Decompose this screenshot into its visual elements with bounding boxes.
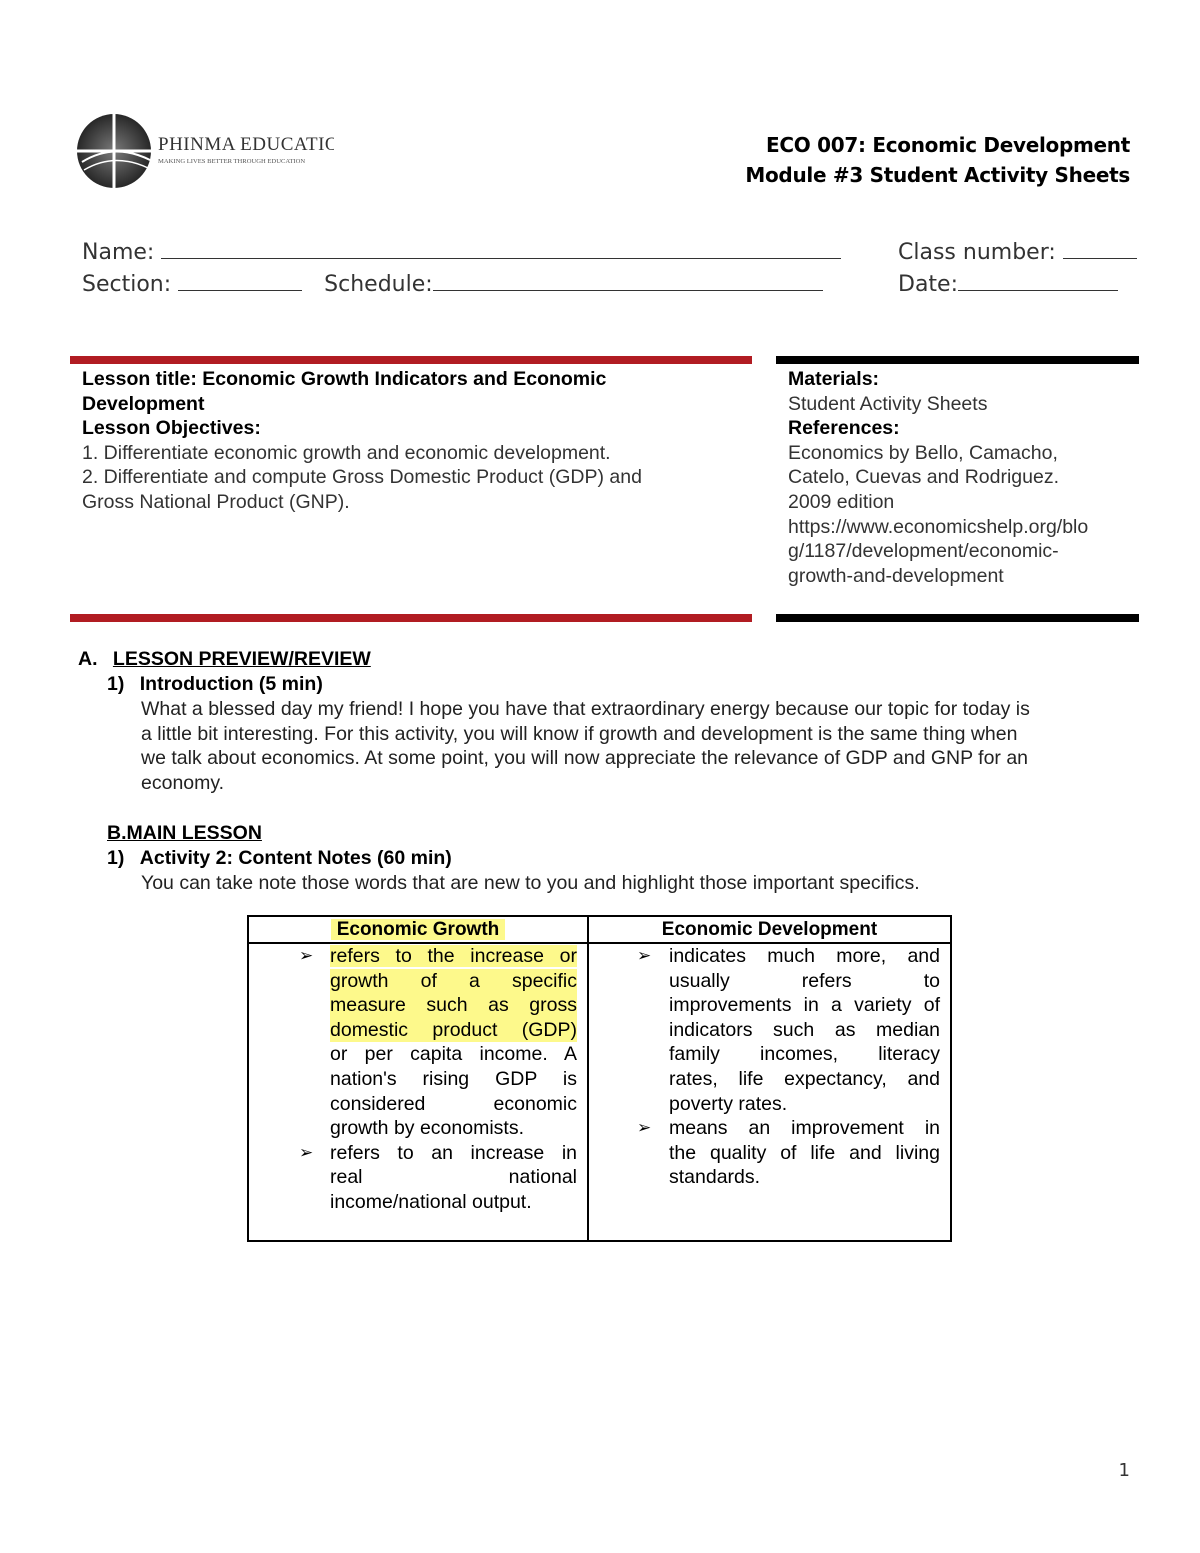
section-a-item-number: 1) xyxy=(107,673,125,695)
text-line: the quality of life and living xyxy=(669,1141,940,1164)
arrow-bullet-icon: ➢ xyxy=(299,946,314,965)
lesson-bottom-rule xyxy=(70,614,752,622)
course-header xyxy=(745,130,1130,190)
section-a-heading xyxy=(78,647,371,672)
col1-header: Economic Growth xyxy=(331,919,506,940)
reference-line: Economics by Bello, Camacho, xyxy=(788,441,1058,464)
section-row xyxy=(82,272,823,297)
logo-name: PHINMA EDUCATION xyxy=(158,134,334,155)
class-number-field[interactable] xyxy=(1063,258,1137,259)
text-line: standards. xyxy=(669,1166,761,1189)
name-row xyxy=(82,240,841,265)
date-label: Date: xyxy=(898,272,958,297)
lesson-top-rule xyxy=(70,356,752,364)
class-number-label: Class number: xyxy=(898,240,1056,265)
section-b-instruction: You can take note those words that are new to you and highlight those important specifics. xyxy=(141,872,920,894)
text-line: income/national output. xyxy=(330,1190,532,1213)
arrow-bullet-icon: ➢ xyxy=(637,946,652,965)
col1-bullet-1 xyxy=(330,944,577,1141)
text-line: poverty rates. xyxy=(669,1092,788,1115)
text-line: domestic product (GDP) xyxy=(330,1018,577,1041)
name-label: Name: xyxy=(82,240,155,265)
text-line: nation's rising GDP is xyxy=(330,1067,577,1090)
section-b-title: B.MAIN LESSON xyxy=(107,822,262,844)
text-line: considered economic xyxy=(330,1092,577,1115)
text-line: growth by economists. xyxy=(330,1117,525,1140)
growth-vs-development-table xyxy=(247,915,952,1242)
section-field[interactable] xyxy=(178,290,302,291)
text-line: indicators such as median xyxy=(669,1018,940,1041)
section-a-letter: A. xyxy=(78,648,98,670)
introduction-paragraph xyxy=(141,697,1141,795)
text-line: measure such as gross xyxy=(330,994,577,1017)
paragraph-line: What a blessed day my friend! I hope you have that extraordinary energy because our topic for today is xyxy=(141,698,1030,720)
objective-2a: 2. Differentiate and compute Gross Domestic Product (GDP) and xyxy=(82,466,642,489)
materials-bottom-rule xyxy=(776,614,1139,622)
text-line: indicates much more, and xyxy=(669,945,940,967)
objectives-label: Lesson Objectives: xyxy=(82,417,261,440)
reference-link[interactable]: growth-and-development xyxy=(788,564,1004,587)
lesson-info xyxy=(82,367,742,515)
date-row xyxy=(898,272,1118,297)
lesson-title: Lesson title: Economic Growth Indicators and Economic xyxy=(82,368,607,390)
section-b-item-title: Activity 2: Content Notes (60 min) xyxy=(139,847,452,869)
text-line: family incomes, literacy xyxy=(669,1043,940,1066)
objective-1: 1. Differentiate economic growth and economic development. xyxy=(82,441,611,464)
text-line: real national xyxy=(330,1166,577,1189)
col2-bullet-2 xyxy=(669,1116,940,1190)
text-line: improvements in a variety of xyxy=(669,994,940,1017)
course-title: ECO 007: Economic Development xyxy=(766,133,1130,157)
materials-top-rule xyxy=(776,356,1139,364)
lesson-title-cont: Development xyxy=(82,392,205,415)
col2-cell xyxy=(637,944,940,1190)
section-a-item-title: Introduction (5 min) xyxy=(139,673,323,695)
col2-bullet-1 xyxy=(669,944,940,1116)
materials-info xyxy=(788,367,1133,588)
reference-line: 2009 edition xyxy=(788,490,895,513)
materials-label: Materials: xyxy=(788,368,880,390)
paragraph-line: we talk about economics. At some point, you will now appreciate the relevance of GDP and GNP for an xyxy=(141,747,1029,770)
references-label: References: xyxy=(788,417,900,440)
section-b-item-number: 1) xyxy=(107,847,125,869)
text-line: rates, life expectancy, and xyxy=(669,1067,940,1090)
objective-2b: Gross National Product (GNP). xyxy=(82,490,350,513)
text-line: growth of a specific xyxy=(330,969,577,992)
text-line: or per capita income. A xyxy=(330,1043,577,1066)
phinma-logo xyxy=(74,112,334,190)
arrow-bullet-icon: ➢ xyxy=(637,1118,652,1138)
text-line: refers to the increase or xyxy=(330,945,577,967)
reference-link[interactable]: g/1187/development/economic- xyxy=(788,540,1059,563)
class-number-row xyxy=(898,240,1137,265)
reference-link[interactable]: https://www.economicshelp.org/blo xyxy=(788,515,1089,538)
text-line: usually refers to xyxy=(669,969,940,992)
reference-line: Catelo, Cuevas and Rodriguez. xyxy=(788,466,1059,489)
phinma-logo-graphic xyxy=(74,112,334,190)
text-line: refers to an increase in xyxy=(330,1141,577,1164)
paragraph-line: a little bit interesting. For this activity, you will know if growth and development is the same thing when xyxy=(141,722,1018,745)
section-a-title: LESSON PREVIEW/REVIEW xyxy=(112,648,371,670)
section-label: Section: xyxy=(82,272,172,297)
logo-tagline: MAKING LIVES BETTER THROUGH EDUCATION xyxy=(158,158,306,165)
col1-bullet-2 xyxy=(330,1141,577,1215)
paragraph-line: economy. xyxy=(141,771,225,794)
text-line: means an improvement in xyxy=(669,1117,940,1140)
section-b-item xyxy=(107,846,452,871)
col1-cell xyxy=(299,944,577,1215)
col1-header-cell xyxy=(249,918,587,942)
materials-value: Student Activity Sheets xyxy=(788,392,988,415)
arrow-bullet-icon: ➢ xyxy=(299,1142,314,1162)
section-a-item xyxy=(107,672,323,697)
module-title: Module #3 Student Activity Sheets xyxy=(745,163,1130,187)
schedule-field[interactable] xyxy=(433,290,823,291)
date-field[interactable] xyxy=(958,290,1118,291)
col2-header: Economic Development xyxy=(661,919,878,940)
name-field[interactable] xyxy=(161,258,841,259)
page-number: 1 xyxy=(1118,1460,1130,1481)
schedule-label: Schedule: xyxy=(324,272,433,297)
